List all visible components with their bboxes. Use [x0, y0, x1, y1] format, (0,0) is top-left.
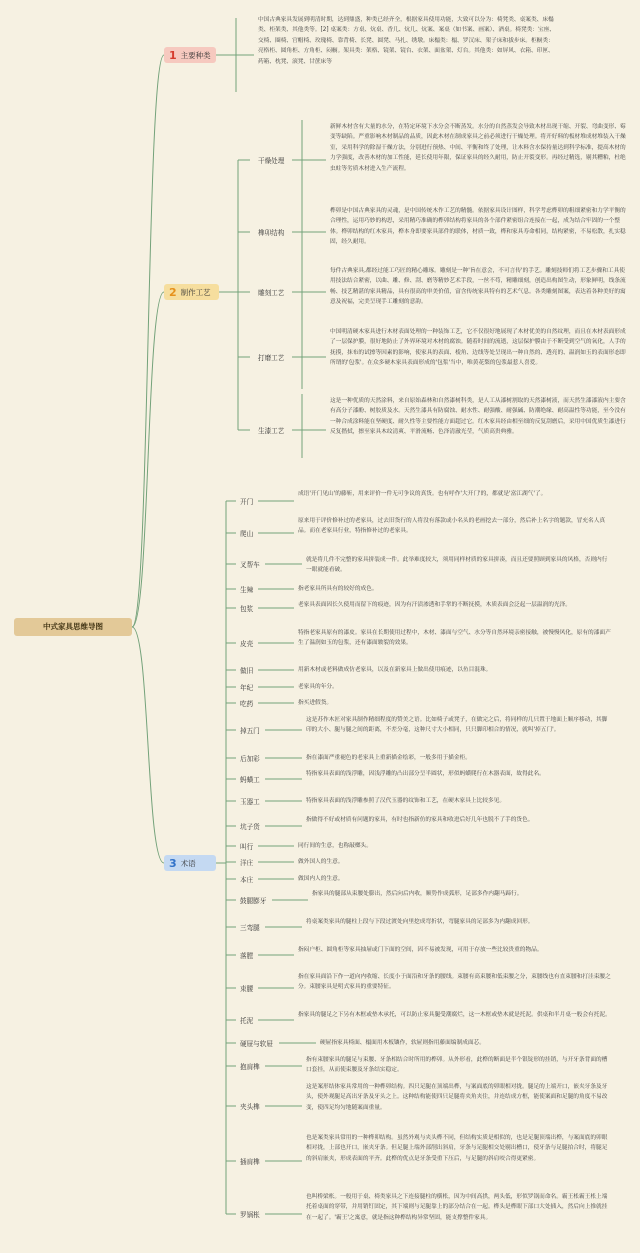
- term-label: 爬山: [240, 530, 254, 538]
- term-label: 后加彩: [240, 755, 260, 763]
- connector-line: [132, 627, 164, 863]
- craft-item-label: 生漆工艺: [258, 427, 285, 435]
- term-label: 叫行: [240, 843, 254, 851]
- root-node: 中式家具思维导图: [14, 618, 132, 636]
- term-definition: 指家具的腿足之下另有木框或垫木承托，可以防止家具腿受潮腐烂，这一木框或垫木就是托泥。供桌和半月桌一般会有托泥。: [298, 1012, 611, 1018]
- term-definition: 也是案类家具常用的一种榫卯结构。虽然外观与夹头榫不同，但结构实质是相似的，也是足腿顶端出榫，与案面底的卯眼相对拢，上部也开口，嵌夹牙条。但足腿上端外部削出斜肩，牙条与足腿相交处剔出槽口，使牙条与足腿拍合时，将腿足的斜肩嵌夹，形成表面的平齐。此榫的优点是牙条受重下压后，与足腿的斜肩咬合得更紧密。: [306, 1135, 608, 1162]
- term-label: 抱肩榫: [240, 1063, 260, 1071]
- term-definition: 这是苏作木匠对家具制作精细程度的赞美之语。比如椅子或凳子，在做完之后，将同样的几只置于地面上顺序移动，其脚印的大小、腿与腿之间的距离，不差分毫，这种尺寸大小相同，只只脚印相合的情况，就叫'掉五门'。: [306, 717, 608, 734]
- term-definition: 原来用于评价修补过的老家具，过去旧货行的人将没有落款或小名头的老画挖去一部分，然后补上名字的题款，冒充名人真品。而在老家具行业，特指修补过的老家具。: [298, 518, 606, 535]
- term-definition: 做国内人的生意。: [298, 876, 344, 882]
- term-definition: 老家具表面因长久使用而留下的痕迹，因为有汗渍渗透和手掌的不断抚摸，木质表面会泛起一层温润的光泽。: [298, 602, 571, 608]
- term-label: 束腰: [240, 985, 254, 993]
- term-label: 三弯腿: [240, 924, 260, 932]
- term-label: 坑子货: [240, 823, 260, 831]
- term-label: 插肩榫: [240, 1158, 260, 1166]
- craft-item-text: 新鲜木材含有大量的水分，在特定环境下水分会不断蒸发。水分的自然蒸发会导致木材出现干缩、开裂、弯曲变形、霉变等缺陷。严重影响木材制品的品质，因此木材在制成家具之前必须进行干燥处理。将开好料的板材堆成材堆装入干燥室，采用科学的除湿干燥方法，分别进行预热、中间、平衡和终了处理，让木料含水保持量达到科学标准，提高木材的力学强度，改善木材的加工性能，延长使用年限，保证家具的经久耐用，防止开裂变形。再经过精选，剔其糟粕，杜绝虫蛀等劣质木材进入生产流程。: [330, 124, 626, 172]
- term-label: 开门: [240, 498, 254, 506]
- node-label: 主要种类: [180, 50, 211, 60]
- term-label: 掉五门: [240, 727, 260, 735]
- term-definition: 就是将几件不完整的家具拼装成一件。此举难度较大，须用同样材质的家具拼凑，而且还要照顾到家具的风格，否则内行一眼就能看破。: [306, 557, 608, 574]
- term-label: 蚂蟥工: [240, 776, 260, 784]
- term-label: 吃药: [240, 700, 254, 708]
- craft-item-label: 雕刻工艺: [258, 289, 285, 297]
- term-label: 年纪: [240, 684, 254, 692]
- term-label: 落膛: [240, 952, 254, 960]
- craft-item-label: 打磨工艺: [258, 354, 285, 362]
- node-number: 1: [169, 48, 177, 62]
- term-definition: 将桌案类家具的腿柱上段与下段过渡处向里挖成弯折状，弯腿家具的足部多为内翻成回形。: [306, 919, 534, 925]
- craft-item-label: 榫卯结构: [258, 229, 285, 237]
- term-definition: 也叫桥梁枨。一般用于桌、椅类家具之下连接腿柱的横枨，因为中间高拱，两头低，形似罗锅而命名。霸王枨霸王枨上端托着桌面的穿带，并用销钉固定，其下端则与足腿靠上的部分结合在一起。榫头是榫眼下部口大处插入，然后向上推就挂在一起了。'霸王'之寓意，就是指这种榫结构异常坚固，能支撑整件家具。: [306, 1194, 608, 1221]
- term-label: 做旧: [240, 667, 254, 675]
- term-label: 托泥: [240, 1017, 254, 1025]
- term-definition: 指在家具面沿下作一道向内收缩、长度小于面沿和牙条的腰线。束腰有高束腰和低束腰之分，束腰线也有直束腰和打洼束腰之分。束腰家具是明式家具的重要特征。: [298, 974, 611, 991]
- term-definition: 指做得不好或材质有问题的家具，有时也指新仿的家具和收进后好几年也脱不了手的货色。: [306, 817, 534, 823]
- craft-item-text: 中国明清硬木家具进行木材表面处理的一种装饰工艺，它不仅很好地展现了木材优美的自然纹理，而且在木材表面形成了一层保护膜，很好地防止了外界环境对木材的腐蚀。随着时间的流逝，这层保护膜由于不断受到空气的氧化，人手的抚摸，抹布的试擦等因素的影响，使家具的表面、棱角、边线等处呈现出一种自然的、透亮的、温润如玉的表面形态即所谓的'包浆'。在众多硬木家具表面形成的'包浆'当中，唯黄花梨的包浆最惹人喜爱。: [330, 329, 626, 367]
- main-node-terms: [164, 855, 216, 871]
- term-label: 罗锅枨: [240, 1211, 260, 1219]
- connector-line: [132, 55, 164, 627]
- term-definition: 指在漆面严重褪色的老家具上重新描金绘彩，一般多用于描金柜。: [306, 755, 471, 761]
- term-definition: 这是案形结体家具常用的一种榫卯结构。四只足腿在顶端出榫，与案面底的卯眼相对拢。腿足的上端开口，嵌夹牙条及牙头，使外观腿足高出牙条及牙头之上。这种结构能使四只足腿将夹角夹住，并连结成方框，能使案面和足腿的角度不易改变，使四足均匀地随案面重量。: [306, 1084, 608, 1111]
- term-definition: 指老家具所具有的较好的成色。: [298, 586, 378, 592]
- term-definition: 用新木材或老料做成仿老家具，以及在新家具上做出使用痕迹，以鱼目混珠。: [298, 667, 492, 673]
- node-label: 术语: [180, 858, 196, 868]
- term-definition: 同行间的生意，也称敲榔头。: [298, 843, 372, 849]
- craft-item-text: 榫卯是中国古典家具的灵魂，是中国传统木作工艺的精髓。依据家具设计图样，科学考虑榫卯的粗细紧密和力学平衡的合理性，运用巧妙的构思，采用精巧准确的榫卯结构将家具的各个部件紧密组合连接在一起，成为结合牢固的一个整体。榫卯结构的红木家具，榫本身即要家具部件的联体，材质一致，榫和家具寿命相同，结构紧密，不易松散，扎实稳固，经久耐用。: [330, 208, 626, 246]
- term-definition: 指买进假货。: [298, 700, 333, 706]
- node-label: 制作工艺: [180, 287, 211, 297]
- term-definition: 做外国人的生意。: [298, 859, 344, 865]
- term-label: 皮壳: [240, 640, 254, 648]
- term-label: 生辣: [240, 586, 254, 594]
- term-label: 本庄: [240, 876, 254, 884]
- term-definition: 老家具的年分。: [298, 684, 338, 690]
- main-node-craft: [164, 284, 219, 300]
- term-definition: 硬屉指家具椅面、榻面用木板镶作，软屉则指用藤面编制成面芯。: [320, 1040, 485, 1046]
- term-label: 鼓腿膨牙: [240, 897, 267, 905]
- term-definition: 指家具的腿部从束腰处膨出，然后向后内收，顺势作成弧形，足部多作内翻马蹄行。: [312, 891, 523, 897]
- term-definition: 指有束腰家具的腿足与束腰、牙条相结合时所用的榫卯。从外形看，此榫的断面是半个银锭形的挂销，与开牙条背面的槽口套挂，从而使束腰及牙条结实稳定。: [306, 1057, 608, 1074]
- craft-item-text: 每件古典家具,都经过能工巧匠的精心雕琢。雕刻是一种'旨在意会，不可言传'的手艺。雕刻技师们将工艺步骤和工具使用技法结合紧密，以曲、雕、修、刮、磨等精妙艺术手段，一丝不苟，精雕细刻，创造出构图生动，形象鲜明，线条流畅、技艺精湛的家具精品，具有很高的审美价值，富含传统家具特有的艺术气息。各类雕刻图案，表达着各种美好的寓意及祝福，完美呈现手工雕刻的意韵。: [330, 268, 626, 306]
- term-label: 夹头榫: [240, 1103, 260, 1111]
- main-node-types: [164, 47, 216, 63]
- term-label: 玉器工: [240, 798, 260, 806]
- term-definition: 特指家具表面的浅浮雕，因浅浮雕的凸出部分呈半圆状，形似蚂蟥爬行在木器表面，故得此名。: [306, 771, 545, 777]
- term-label: 包浆: [240, 605, 254, 613]
- term-label: 硬屉与软屉: [240, 1040, 273, 1048]
- node-number: 2: [169, 285, 177, 299]
- term-definition: 指闷户柜、圆角柜等家具抽屉或门下面的空间，因不易被发现，可用于存放一些比较贵重的物品。: [298, 947, 543, 953]
- craft-item-text: 这是一种优质的天然涂料，来自原始森林和自然漆树科类，是人工从漆树割取的天然漆树液，而天然生漆漆液内主要含有高分子漆酚、树胶质及水。天然生漆具有防腐蚀、耐水性、耐强酸、耐强碱、防潮绝缘、耐高温性等功能，至今没有一种合成涂料能在坚硬度、耐久性等主要性能方面超过它。红木家具经由相至细的反复刮磨后，采用中国优质生漆进行反复揩拭，擦至家具木纹清爽、平滑流畅、色泽清澈光莹，气质高贵典雅。: [330, 398, 626, 436]
- term-label: 叉帮车: [240, 561, 260, 569]
- craft-item-label: 干燥处理: [258, 157, 285, 165]
- term-definition: 成语'开门见山'的藤斩，用来评价一件无可争议的真货。也有呼作'大开门'的，都就是'富江湖气'了。: [298, 491, 547, 497]
- node-number: 3: [169, 856, 177, 870]
- term-definition: 特指老家具原有的漆皮。家具在长期使用过程中，木材、漆面与空气、水分等自然环境亲密接触，被慢慢风化，原有的漆面产生了温润如玉的包浆，还有漆面皲裂的效果。: [298, 630, 611, 647]
- term-label: 洋庄: [240, 859, 254, 867]
- term-definition: 特指家具表面的浅浮雕参照了汉代玉器的纹饰和工艺，在硬木家具上比较多见。: [306, 798, 506, 804]
- types-description: 中国古典家具发展到明清时期，达到鼎盛，种类已经齐全，根据家具使用功能，大致可以分为：椅凳类、桌案类、床榻类、柜架类、其他类等。[2] 桌案类：方桌、炕桌、香几、炕几、炕案、案桌（如书案、画案）、酒桌。椅凳类：宝座、交椅、圈椅、官帽椅、玫瑰椅、靠背椅、长凳、圆凳、马扎、绣墩。床榻类：榻、罗汉床、架子床和拔步床。柜橱类：亮格柜、圆角柜、方角柜、闷橱。架具类：架格、镜架、镜台、衣架、面盆架、灯台。其他类：如屏风、衣箱、印匣、药箱、枕凳、滚凳、甘蔗床等: [258, 17, 556, 65]
